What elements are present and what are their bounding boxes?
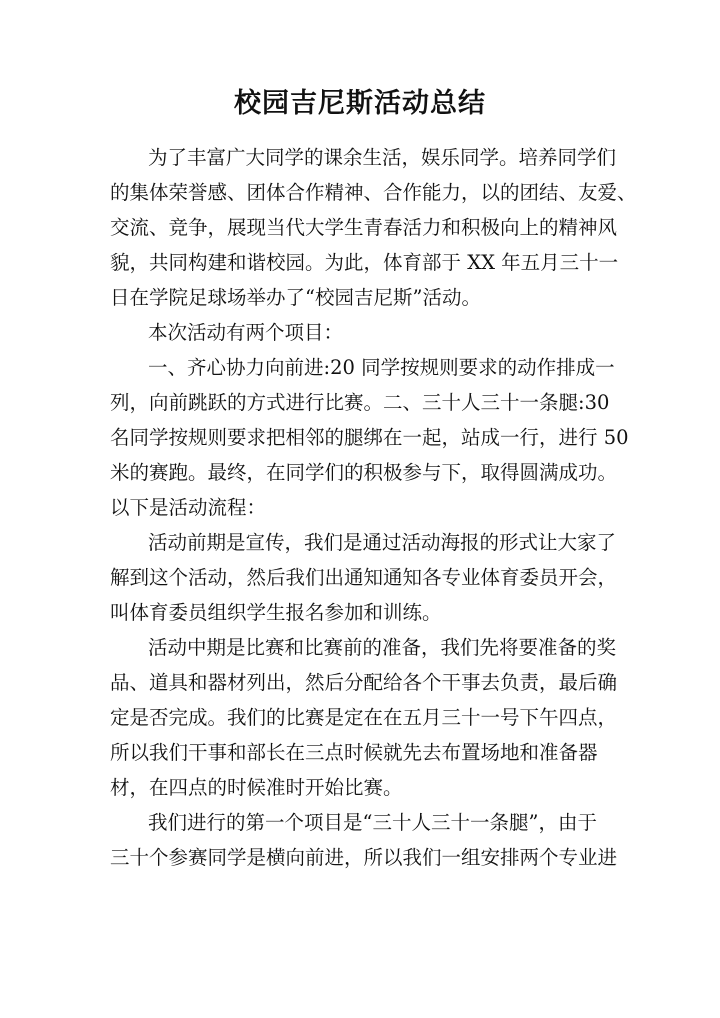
text-line: 解到这个活动，然后我们出通知通知各专业体育委员开会， [110, 566, 618, 589]
text-line: 日在学院足球场举办了“校园吉尼斯”活动。 [110, 286, 481, 309]
text-line: 以下是活动流程： [110, 496, 267, 519]
text-line: 列，向前跳跃的方式进行比赛。二、三十人三十一条腿:30 [110, 391, 610, 414]
paragraph-early-stage [110, 525, 618, 630]
text-line: 叫体育委员组织学生报名参加和训练。 [110, 601, 442, 624]
text-line: 材，在四点的时候准时开始比赛。 [110, 776, 403, 799]
text-line: 名同学按规则要求把相邻的腿绑在一起，站成一行，进行 50 [110, 426, 629, 449]
text-line: 米的赛跑。最终，在同学们的积极参与下，取得圆满成功。 [110, 461, 618, 484]
paragraph-projects [110, 350, 629, 525]
text-line: 的集体荣誉感、团体合作精神、合作能力，以的团结、友爱、 [110, 181, 637, 204]
paragraph-first-event [110, 805, 618, 875]
text-line: 交流、竞争，展现当代大学生青春活力和积极向上的精神风 [110, 216, 618, 239]
text-line: 品、道具和器材列出，然后分配给各个干事去负责，最后确 [110, 671, 618, 694]
text-line: 一、齐心协力向前进:20 同学按规则要求的动作排成一 [148, 356, 615, 379]
paragraph-middle-stage [110, 630, 618, 805]
document-body [110, 140, 637, 875]
text-line: 定是否完成。我们的比赛是定在在五月三十一号下午四点， [110, 706, 618, 729]
document-title: 校园吉尼斯活动总结 [234, 88, 486, 119]
text-line: 为了丰富广大同学的课余生活，娱乐同学。培养同学们 [148, 146, 617, 169]
text-line: 三十个参赛同学是横向前进，所以我们一组安排两个专业进 [110, 846, 618, 869]
text-line: 活动中期是比赛和比赛前的准备，我们先将要准备的奖 [148, 636, 617, 659]
text-line: 我们进行的第一个项目是“三十人三十一条腿”，由于 [148, 811, 597, 834]
paragraph-projects-heading [110, 315, 615, 350]
text-line: 本次活动有两个项目： [148, 321, 344, 344]
text-line: 所以我们干事和部长在三点时候就先去布置场地和准备器 [110, 741, 598, 764]
paragraph-intro [110, 140, 637, 315]
text-line: 貌，共同构建和谐校园。为此，体育部于 XX 年五月三十一 [110, 251, 619, 274]
text-line: 活动前期是宣传，我们是通过活动海报的形式让大家了 [148, 531, 617, 554]
